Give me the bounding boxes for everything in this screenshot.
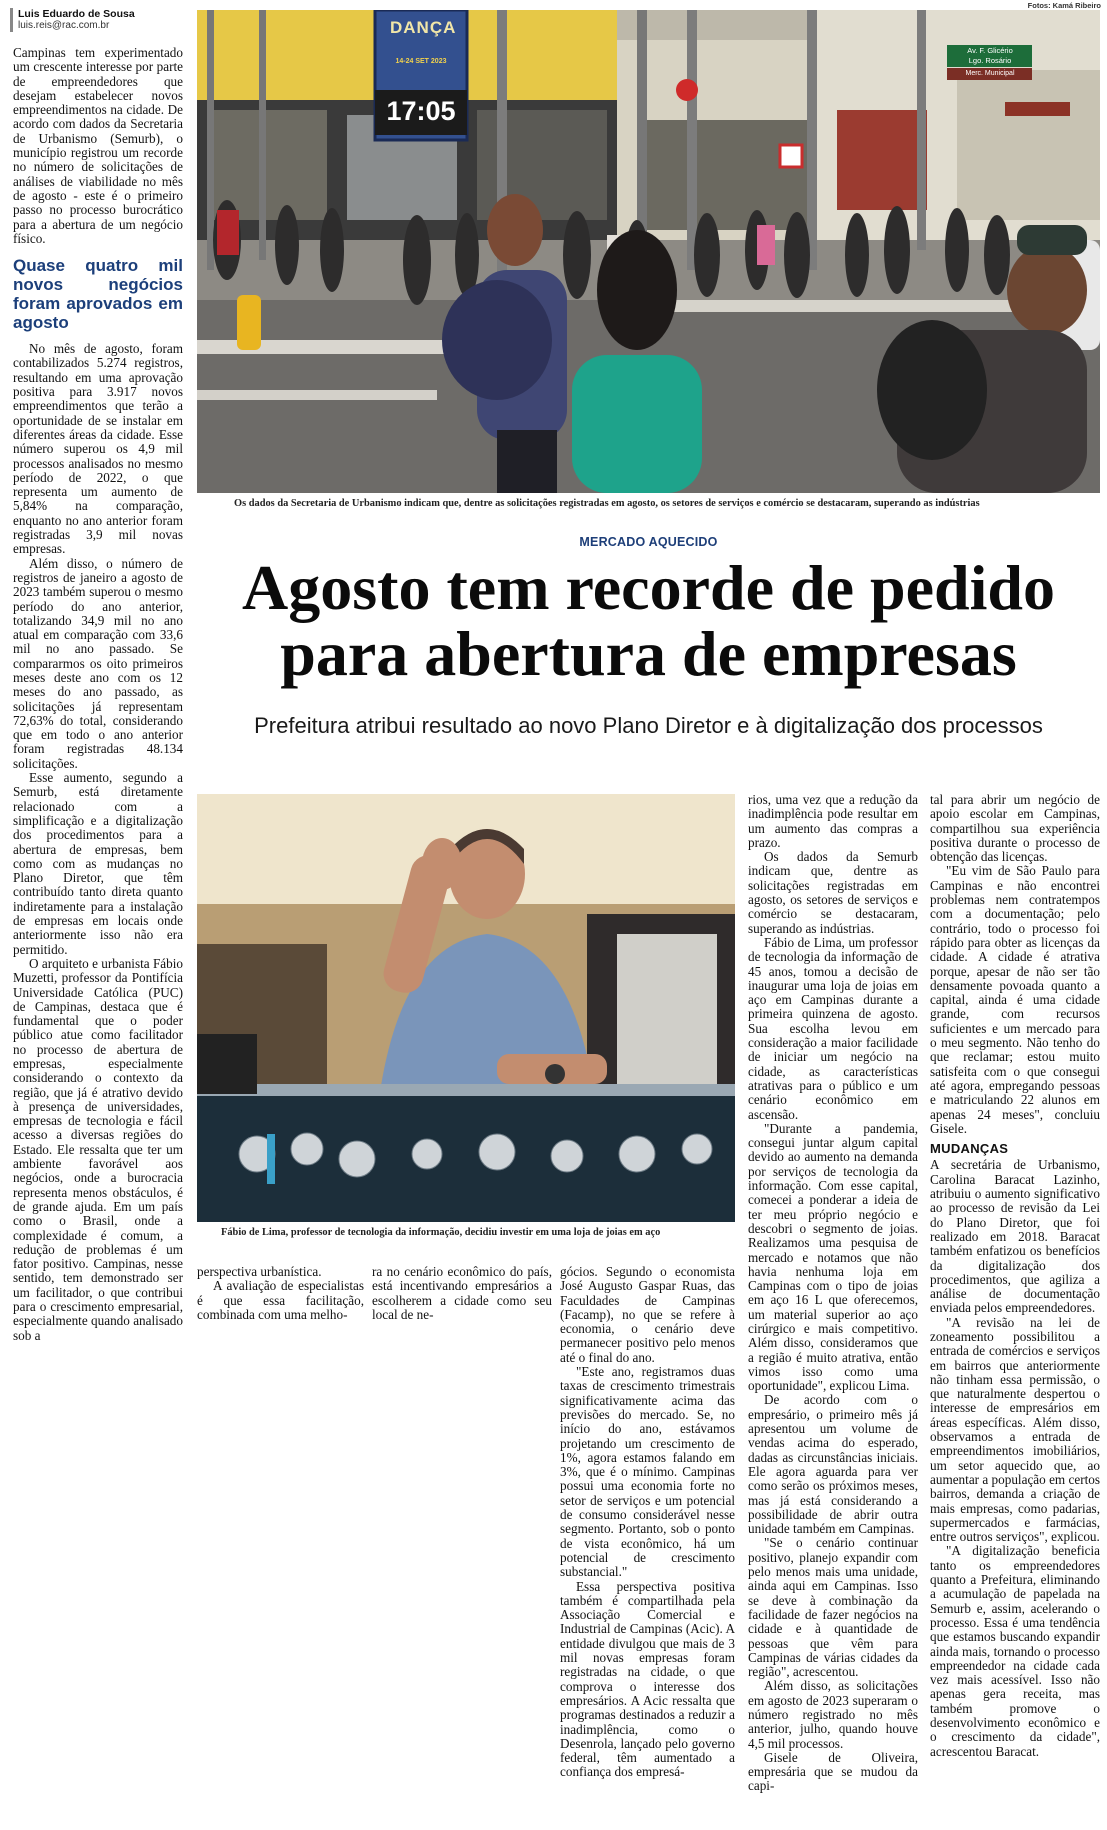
col4-paragraph-3: Fábio de Lima, um professor de tecnologia da informação de 45 anos, tomou a decisão de inaugurar uma loja de joias em aço em Campinas durante a primeira quinzena de agosto. Sua escolha levou em consideração a maior facilidade de iniciar um negócio na cidade, as características atrativas para o público e um cenário econômico em ascensão. [748, 934, 918, 1122]
byline-email: luis.reis@rac.com.br [18, 20, 110, 31]
street-scene [197, 10, 1100, 493]
col4-paragraph-7: Além disso, as solicitações em agosto de 2023 superaram o número registrado no mês anterior, julho, quando houve 4,5 mil processos. [748, 1678, 918, 1751]
col4-paragraph-2: Os dados da Semurb indicam que, dentre as solicitações registradas em agosto, os setores de serviços e comércio se destacaram, superando as indústrias. [748, 849, 918, 936]
byline [10, 8, 198, 32]
banner-title: DANÇA [390, 18, 457, 37]
col3b-paragraph-2: "Este ano, registramos duas taxas de crescimento trimestrais significativamente acima das previsões do mercado. Se, no início do ano, estávamos projetando um crescimento de 1%, agora estamos falando em 3%, que é o mínimo. Campinas possui uma economia forte no setor de serviços e um potencial de consumo considerável nesse segmento. Portanto, sob o ponto de vista econômico, há um potencial de crescimento substancial." [560, 1364, 735, 1580]
street-sign-1: Av. F. Glicério [967, 46, 1013, 55]
headline-line-2: para abertura de empresas [280, 618, 1017, 689]
col1-subhead: Quase quatro mil novos negócios foram aprovados em agosto [13, 256, 183, 333]
top-photo-caption: Os dados da Secretaria de Urbanismo indicam que, dentre as solicitações registradas em agosto, os setores de serviços e comércio se destacaram, superando as indústrias [234, 498, 980, 509]
headline-line-1: Agosto tem recorde de pedido [242, 552, 1055, 623]
banner-dates: 14-24 SET 2023 [395, 58, 447, 65]
column-4 [748, 793, 918, 1794]
col5-paragraph-3: A secretária de Urbanismo, Carolina Baracat Lazinho, atribuiu o aumento significativo ao processo de revisão da Lei do Plano Diretor, que foi realizado em 2018. Baracat também enfatizou os benefícios da digitalização dos procedimentos, que agiliza a análise de documentação enviada pelos empreendedores. [930, 1157, 1100, 1316]
street-clock: 17:05 [386, 96, 456, 126]
col3b-paragraph-1: gócios. Segundo o economista José Augusto Gaspar Ruas, das Faculdades de Campinas (Facamp), no que se refere à economia, o cenário deve permanecer positivo pelo menos até o final do ano. [560, 1264, 735, 1365]
col4-paragraph-8: Gisele de Oliveira, empresária que se mudou da capi- [748, 1749, 918, 1794]
col4-paragraph-4: "Durante a pandemia, consegui juntar algum capital devido ao aumento na demanda por serviços de tecnologia da informação. Com esse capital, comecei a ponderar a ideia de ter meu próprio negócio e descobri o segmento de joias. Realizamos uma pesquisa de mercado e notamos que não havia nenhuma loja em Campinas com o tipo de joias em aço 16 L que oferecemos, um material superior ao aço cirúrgico e mais competitivo. Além disso, consideramos que a região é muito atrativa, então vimos isso como uma oportunidade", explicou Lima. [748, 1120, 918, 1394]
col1-paragraph-1: Campinas tem experimentado um crescente interesse por parte de empreendedores que desejam estabelecer novos empreendimentos na cidade. De acordo com dados da Secretaria de Urbanismo (Semurb), o município registrou um recorde no número de solicitações de análises de viabilidade no mês de agosto - este é o primeiro passo no processo burocrático para a abertura de um negócio físico. [13, 45, 183, 246]
column-1 [13, 46, 183, 1343]
col5-subhead: MUDANÇAS [930, 1141, 1009, 1157]
col1-paragraph-4: Esse aumento, segundo a Semurb, está diretamente relacionado com a simplificação e a digitalização dos procedimentos para a abertura de empresas, bem como com as mudanças no Plano Diretor, que têm contribuído tanto direta quanto indiretamente para a instalação de empresas em locais onde anteriormente isso não era permitido. [13, 770, 183, 957]
col5-paragraph-4: "A revisão na lei de zoneamento possibilitou a entrada de comércios e serviços em bairros que anteriormente não tinham essa permissão, o que naturalmente despertou o interesse de empresários em áreas específicas. Além disso, observamos a entrada de empreendimentos imobiliários, um setor aquecido que, ao aumentar a população em certos bairros, demanda a criação de mais empresas, como padarias, supermercados e farmácias, entre outros serviços", explicou. [930, 1314, 1100, 1545]
col4-paragraph-5: De acordo com o empresário, o primeiro mês já apresentou um volume de vendas acima do esperado, dadas as circunstâncias iniciais. Ele agora aguarda para ver como serão os próximos meses, mas já está considerando a possibilidade de abrir outra unidade também em Campinas. [748, 1392, 918, 1537]
store-scene [197, 794, 735, 1222]
col4-paragraph-1: rios, uma vez que a redução da inadimplência pode resultar em um aumento das compras a prazo. [748, 792, 918, 850]
street-sign-3: Merc. Municipal [965, 70, 1015, 77]
col3-text: ra no cenário econômico do país, está incentivando empresários a escolherem a cidade como seu local de ne- [372, 1264, 552, 1322]
col5-paragraph-2: "Eu vim de São Paulo para Campinas e não encontrei problemas nem contratempos com a documentação; pelo contrário, todo o processo foi rápido para obter as licenças da cidade. A cidade é atrativa porque, apesar de não ser tão densamente povoada quanto a capital, ainda é uma cidade grande, com recursos suficientes e um mercado para o meu segmento. Não tenho do que reclamar; estou muito satisfeita com o que consegui até agora, empregando pessoas e matriculando 22 alunos em apenas 24 meses", concluiu Gisele. [930, 863, 1100, 1136]
col4-paragraph-6: "Se o cenário continuar positivo, planejo expandir com pelo menos mais uma unidade, ainda aqui em Campinas. Isso se deve à combinação da facilidade de fazer negócios na cidade e à quantidade de pessoas que vêm para Campinas de várias cidades da região", acrescentou. [748, 1535, 918, 1680]
kicker: MERCADO AQUECIDO [579, 535, 718, 549]
byline-author: Luis Eduardo de Sousa [18, 8, 135, 20]
col3b-paragraph-3: Essa perspectiva positiva também é compartilhada pela Associação Comercial e Industrial de Campinas (Acic). A entidade divulgou que mais de 3 mil novas empresas foram registradas na cidade, o que comprova o interesse dos empresários. A Acic ressalta que programas destinados a reduzir a inadimplência, como o Desenrola, lançado pelo governo federal, têm aumentado a confiança dos empresá- [560, 1578, 735, 1780]
col2-text: perspectiva urbanística. [197, 1264, 322, 1279]
street-sign-2: Lgo. Rosário [968, 56, 1012, 65]
store-photo-caption: Fábio de Lima, professor de tecnologia da informação, decidiu investir em uma loja de joias em aço [221, 1227, 661, 1238]
col1-paragraph-3: Além disso, o número de registros de janeiro a agosto de 2023 também superou o mesmo período do ano anterior, totalizando 34,9 mil no ano atual em comparação com 33,6 mil no ano passado. Se compararmos os oito primeiros meses deste ano com os 12 meses do ano passado, as solicitações já representam 72,63% do total, considerando que em todo o ano anterior foram registradas 48.134 solicitações. [13, 555, 183, 771]
column-5 [930, 793, 1100, 1759]
col1-paragraph-5: O arquiteto e urbanista Fábio Muzetti, professor da Pontifícia Universidade Católica (PUC) de Campinas, destaca que é fundamental que o poder público atue como facilitador no processo de abertura de empresas, especialmente considerando o contexto da região, que já é atrativo devido à presença de universidades, empresas de tecnologia e fácil acesso a diversas regiões do Estado. Ele ressalta que ter um ambiente favorável aos negócios, onde a burocracia representa menos obstáculos, é de grande ajuda. Em um país como o Brasil, onde a complexidade é comum, a redução de problemas é um fator positivo. Campinas, nesse sentido, tem demonstrado ser um facilitador, o que contribui para o crescimento empresarial, especialmente quando analisado sob a [13, 955, 183, 1343]
photo-credit: Fotos: Kamá Ribeiro [1027, 1, 1101, 10]
top-photo [197, 10, 1100, 493]
column-3b [560, 1265, 735, 1780]
headline [197, 552, 1100, 689]
col2-paragraph-2: A avaliação de especialistas é que essa facilitação, combinada com uma melho- [197, 1278, 364, 1322]
column-2 [197, 1265, 364, 1322]
store-photo [197, 794, 735, 1222]
col5-paragraph-5: "A digitalização beneficia tanto os empreendedores quanto a Prefeitura, eliminando a acumulação de papelada na Semurb e, assim, acelerando o processo. Essa é uma tendência que estamos buscando expandir ainda mais, tornando o processo empreendedor na cidade cada vez mais acessível. Isso não apenas gera receita, mas também promove o desenvolvimento econômico e o crescimento da cidade", acrescentou Baracat. [930, 1543, 1100, 1759]
col1-paragraph-2: No mês de agosto, foram contabilizados 5.274 registros, resultando em uma aprovação positiva para 3.917 novos empreendimentos que terão a oportunidade de se instalar em diferentes áreas da cidade. Esse número superou os 4,9 mil processos analisados no mesmo período de 2022, o que representa um aumento de 5,84% na comparação, enquanto no ano anterior foram registradas 3,9 mil novas empresas. [13, 341, 183, 557]
column-3 [372, 1265, 552, 1322]
col5-paragraph-1: tal para abrir um negócio de apoio escolar em Campinas, compartilhou sua experiência positiva durante o processo de obtenção das licenças. [930, 792, 1100, 865]
subheadline: Prefeitura atribui resultado ao novo Plano Diretor e à digitalização dos processos [254, 713, 1043, 738]
